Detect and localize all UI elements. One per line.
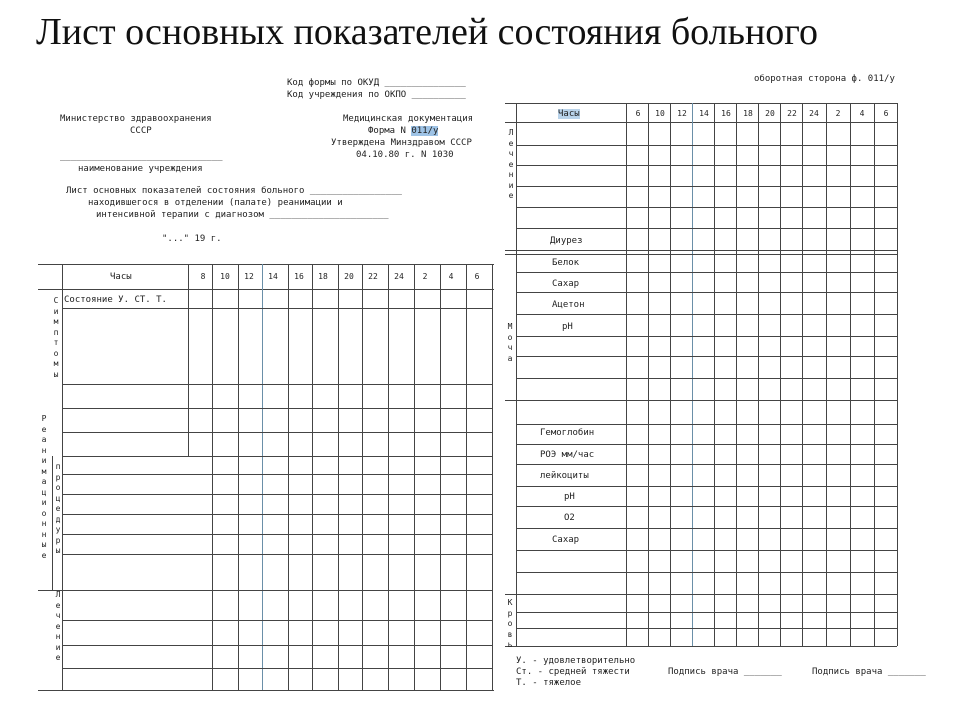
urine-row-sugar: Сахар — [552, 279, 580, 289]
left-hour: 14 — [268, 272, 278, 281]
left-col-line — [388, 264, 389, 690]
right-row-line — [516, 528, 897, 529]
left-row-line — [62, 534, 492, 535]
form-number-prefix: Форма N — [368, 126, 412, 136]
legend-severe: Т. - тяжелое — [516, 678, 582, 688]
right-row-line — [516, 506, 897, 507]
left-col-line — [338, 264, 339, 690]
left-row-line — [38, 590, 492, 591]
right-row-line — [505, 254, 897, 255]
left-col-line — [238, 264, 239, 690]
approved-date: 04.10.80 г. N 1030 — [356, 150, 454, 160]
blood-row-o2: O2 — [564, 513, 575, 523]
right-col-line — [897, 103, 898, 646]
right-hour: 2 — [835, 109, 841, 118]
right-row-line — [516, 464, 897, 465]
right-row-line — [516, 444, 897, 445]
left-col-line — [188, 264, 189, 456]
left-col-line — [414, 264, 415, 690]
right-col-line — [626, 103, 627, 646]
urine-row-protein: Белок — [552, 258, 580, 268]
reanimation-label: Реанимационные — [41, 414, 47, 560]
form-number-value: 011/у — [411, 126, 439, 136]
right-row-line — [505, 250, 897, 251]
left-hour: 8 — [200, 272, 206, 281]
left-col-line — [312, 264, 313, 690]
right-hour: 24 — [809, 109, 819, 118]
right-hour: 18 — [743, 109, 753, 118]
left-col-line — [288, 264, 289, 690]
right-row-line — [505, 594, 897, 595]
right-hour: 22 — [787, 109, 797, 118]
okud-code: Код формы по ОКУД _______________ — [287, 78, 466, 88]
left-hour: 16 — [294, 272, 304, 281]
right-row-line — [516, 145, 897, 146]
right-row-line — [516, 424, 897, 425]
right-col-line — [736, 103, 737, 646]
right-row-line — [516, 550, 897, 551]
left-table-bottom — [38, 690, 494, 691]
right-row-line — [516, 572, 897, 573]
right-row-line — [516, 378, 897, 379]
back-side-label: оборотная сторона ф. 011/у — [754, 74, 895, 84]
right-row-line — [516, 356, 897, 357]
blood-row-ph: pH — [564, 492, 575, 502]
right-hour: 20 — [765, 109, 775, 118]
right-col-line — [850, 103, 851, 646]
right-row-line — [516, 486, 897, 487]
left-row-line — [62, 384, 492, 385]
blood-row-leukocytes: лейкоциты — [540, 471, 589, 481]
right-hour: 6 — [635, 109, 641, 118]
urine-row-acetone: Ацетон — [552, 300, 585, 310]
left-col-line — [466, 264, 467, 690]
okpo-code: Код учреждения по ОКПО __________ — [287, 90, 466, 100]
left-col-line — [62, 264, 63, 690]
right-col-line — [802, 103, 803, 646]
sheet-title-line-2: находившегося в отделении (палате) реанимации и — [88, 198, 343, 208]
sheet-title-line-3: интенсивной терапии с диагнозом ______________________ — [96, 210, 389, 220]
right-hours-row-line — [505, 122, 898, 123]
left-row-line — [62, 645, 492, 646]
left-row-line — [62, 474, 492, 475]
urine-label: Моча — [507, 322, 513, 363]
left-hour: 20 — [344, 272, 354, 281]
left-col-line — [52, 456, 53, 590]
right-hour: 12 — [677, 109, 687, 118]
right-row-line — [516, 612, 897, 613]
institution-line: ______________________________ — [60, 152, 223, 162]
procedures-label: процедуры — [55, 462, 61, 555]
left-row-line — [62, 620, 492, 621]
right-hour: 6 — [883, 109, 889, 118]
symptoms-label: Симптомы — [53, 296, 59, 379]
right-row-line — [516, 292, 897, 293]
right-col-line — [874, 103, 875, 646]
right-col-line — [692, 103, 693, 646]
right-col-line — [758, 103, 759, 646]
right-row-line — [516, 228, 897, 229]
right-col-line — [648, 103, 649, 646]
left-col-line — [362, 264, 363, 690]
right-hour: 10 — [655, 109, 665, 118]
left-treatment-label: Лечение — [55, 590, 61, 662]
right-row-line — [516, 628, 897, 629]
slide-title: Лист основных показателей состояния больного — [36, 11, 818, 53]
left-row-line — [62, 432, 492, 433]
doctor-signature-1: Подпись врача _______ — [668, 667, 782, 677]
blood-label: Кровь — [507, 598, 513, 649]
blood-row-esr: РОЭ мм/час — [540, 450, 595, 460]
right-hours-label: Часы — [558, 109, 580, 119]
right-col-line — [826, 103, 827, 646]
left-row-line — [62, 408, 492, 409]
date-line: "..." 19 г. — [162, 234, 222, 244]
legend-moderate: Ст. - средней тяжести — [516, 667, 630, 677]
right-row-line — [505, 400, 897, 401]
sheet-title-line-1: Лист основных показателей состояния больного _________________ — [66, 186, 402, 196]
left-row-line — [62, 456, 492, 457]
right-row-line — [516, 186, 897, 187]
left-row-line — [62, 494, 492, 495]
left-row-line — [62, 554, 492, 555]
right-row-line — [516, 207, 897, 208]
left-hour: 12 — [244, 272, 254, 281]
left-row-line — [62, 668, 492, 669]
left-hour: 22 — [368, 272, 378, 281]
left-hour: 24 — [394, 272, 404, 281]
right-row-line — [516, 272, 897, 273]
left-hour: 4 — [448, 272, 454, 281]
left-col-line — [492, 264, 493, 690]
left-hours-row-line — [38, 289, 494, 290]
right-col-line — [780, 103, 781, 646]
ministry-line-1: Министерство здравоохранения — [60, 114, 212, 124]
left-hours-label: Часы — [110, 272, 132, 282]
ministry-line-2: СССР — [130, 126, 152, 136]
left-hour: 2 — [422, 272, 428, 281]
right-col-line — [670, 103, 671, 646]
legend-satisfactory: У. - удовлетворительно — [516, 656, 636, 666]
right-col-line — [516, 103, 517, 646]
diuresis-label: Диурез — [550, 236, 583, 246]
right-treatment-label: Лечение — [508, 128, 514, 200]
blood-row-sugar: Сахар — [552, 535, 580, 545]
right-col-line — [714, 103, 715, 646]
left-col-line — [262, 264, 263, 690]
left-col-line — [440, 264, 441, 690]
left-col-line — [212, 264, 213, 690]
right-hour: 4 — [859, 109, 865, 118]
blood-row-hemoglobin: Гемоглобин — [540, 428, 595, 438]
left-hour: 10 — [220, 272, 230, 281]
doctor-signature-2: Подпись врача _______ — [812, 667, 926, 677]
right-hour: 16 — [721, 109, 731, 118]
right-table-bottom — [505, 646, 897, 647]
right-row-line — [516, 336, 897, 337]
state-label: Состояние У. СТ. Т. — [64, 295, 167, 305]
urine-row-ph: рН — [562, 322, 573, 332]
left-row-line — [62, 308, 492, 309]
right-row-line — [516, 314, 897, 315]
left-hour: 6 — [474, 272, 480, 281]
approved-label: Утверждена Минздравом СССР — [331, 138, 472, 148]
left-table-top — [38, 264, 494, 265]
right-table-top — [505, 103, 898, 104]
right-hour: 14 — [699, 109, 709, 118]
institution-label: наименование учреждения — [78, 164, 203, 174]
form-number — [368, 126, 438, 136]
left-hour: 18 — [318, 272, 328, 281]
right-row-line — [516, 165, 897, 166]
medical-doc-label: Медицинская документация — [343, 114, 474, 124]
left-row-line — [62, 514, 492, 515]
